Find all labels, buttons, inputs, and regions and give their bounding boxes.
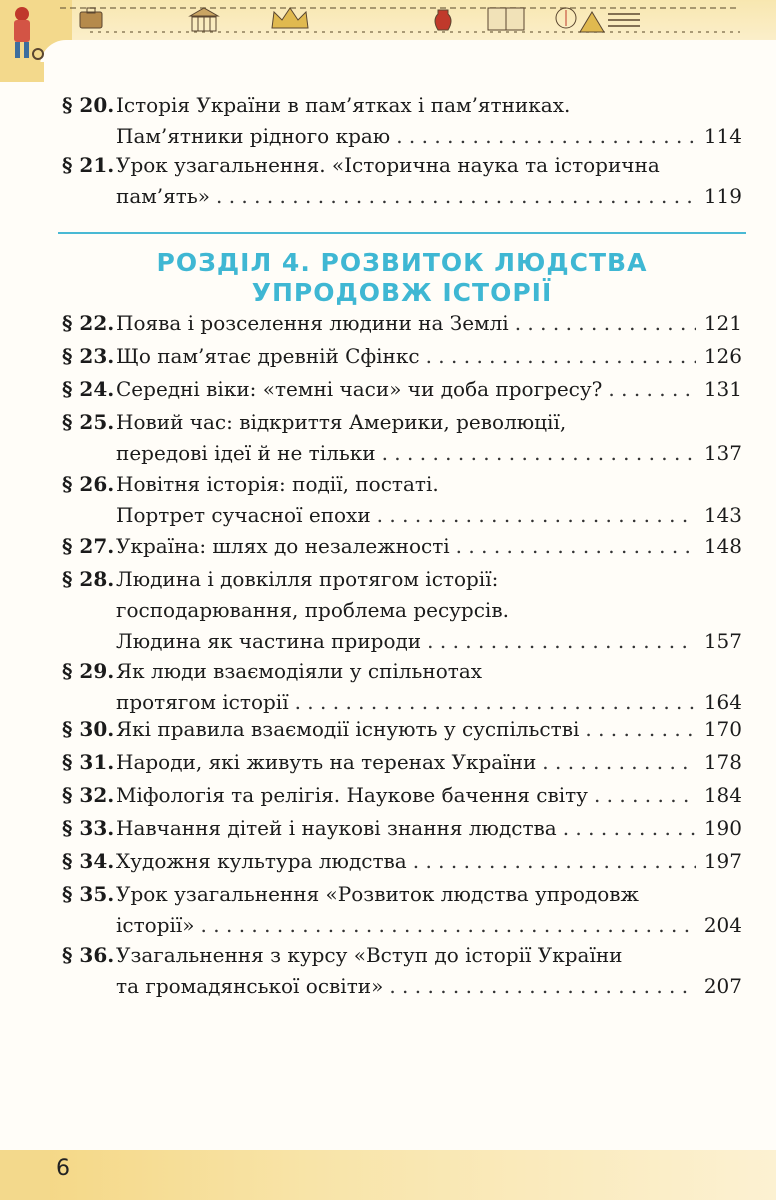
section-heading-line: УПРОДОВЖ ІСТОРІЇ xyxy=(251,278,553,307)
book-icon xyxy=(488,8,524,30)
entry-title-line: пам’ять» xyxy=(116,184,210,208)
toc-entry[interactable] xyxy=(62,469,742,531)
entry-title-line: Людина і довкілля протягом історії: xyxy=(116,567,499,591)
temple-icon xyxy=(190,8,218,31)
entry-number: § 30. xyxy=(62,717,115,741)
entry-page: 143 xyxy=(703,503,742,527)
leader-dots xyxy=(456,531,696,562)
entry-page: 137 xyxy=(703,441,742,465)
leader-dots xyxy=(389,971,696,1002)
section-divider xyxy=(58,232,746,234)
toc-entry[interactable] xyxy=(62,714,742,745)
leader-dots xyxy=(413,846,696,877)
suitcase-icon xyxy=(80,8,102,28)
toc-entry[interactable] xyxy=(62,846,742,877)
entry-title-line: Новітня історія: події, постаті. xyxy=(116,472,439,496)
toc-entry[interactable] xyxy=(62,564,742,657)
leader-dots xyxy=(201,910,696,941)
leader-dots xyxy=(585,714,696,745)
leader-dots xyxy=(426,341,696,372)
compass-icon xyxy=(556,8,604,32)
entry-title-line: Новий час: відкриття Америки, революції, xyxy=(116,410,567,434)
toc-entry[interactable] xyxy=(62,813,742,844)
toc-entry[interactable] xyxy=(62,407,742,469)
entry-page: 119 xyxy=(703,184,742,208)
entry-page: 184 xyxy=(703,783,742,807)
entry-page: 190 xyxy=(703,816,742,840)
entry-page: 197 xyxy=(703,849,742,873)
section-heading-line: РОЗДІЛ 4. РОЗВИТОК ЛЮДСТВА xyxy=(156,248,648,277)
leader-dots xyxy=(594,780,696,811)
entry-number: § 26. xyxy=(62,472,115,496)
entry-page: 204 xyxy=(703,913,742,937)
toc-entry[interactable] xyxy=(62,940,742,1002)
sidebar-strip xyxy=(0,62,44,82)
header-pattern xyxy=(0,0,776,62)
entry-page: 178 xyxy=(703,750,742,774)
entry-number: § 21. xyxy=(62,153,115,177)
explorer-figure-icon xyxy=(14,7,43,59)
vase-icon xyxy=(435,10,451,30)
leader-dots xyxy=(377,500,696,531)
entry-title-line: Народи, які живуть на теренах України xyxy=(116,750,537,774)
footer-tab xyxy=(0,1150,50,1200)
entry-number: § 28. xyxy=(62,567,115,591)
entry-page: 131 xyxy=(703,377,742,401)
entry-title-line: Урок узагальнення. «Історична наука та історична xyxy=(116,153,660,177)
entry-page: 157 xyxy=(703,629,742,653)
footer-bar xyxy=(0,1150,776,1200)
entry-number: § 25. xyxy=(62,410,115,434)
entry-title-line: Художня культура людства xyxy=(116,849,407,873)
entry-title-line: історії» xyxy=(116,913,195,937)
entry-number: § 36. xyxy=(62,943,115,967)
header-banner xyxy=(0,0,776,62)
toc-entry[interactable] xyxy=(62,150,742,212)
entry-title-line: Які правила взаємодії існують у суспільстві xyxy=(116,717,580,741)
leader-dots xyxy=(396,121,696,152)
leader-dots xyxy=(427,626,696,657)
leader-dots xyxy=(563,813,696,844)
entry-number: § 23. xyxy=(62,344,115,368)
toc-entry[interactable] xyxy=(62,341,742,372)
crown-icon xyxy=(272,8,308,28)
entry-page: 164 xyxy=(703,690,742,714)
entry-title-line: Поява і розселення людини на Землі xyxy=(116,311,509,335)
entry-number: § 33. xyxy=(62,816,115,840)
leader-dots xyxy=(515,308,696,339)
entry-title-line: Середні віки: «темні часи» чи доба прогресу? xyxy=(116,377,603,401)
toc-entry[interactable] xyxy=(62,747,742,778)
toc-entry[interactable] xyxy=(62,308,742,339)
entry-page: 148 xyxy=(703,534,742,558)
entry-title-line: Як люди взаємодіяли у спільнотах xyxy=(116,659,483,683)
toc-entry[interactable] xyxy=(62,531,742,562)
entry-title-line: Портрет сучасної епохи xyxy=(116,503,371,527)
entry-title-line: Людина як частина природи xyxy=(116,629,422,653)
entry-title-line: Узагальнення з курсу «Вступ до історії України xyxy=(116,943,623,967)
entry-number: § 22. xyxy=(62,311,115,335)
entry-number: § 31. xyxy=(62,750,115,774)
entry-title-line: Пам’ятники рідного краю xyxy=(116,124,391,148)
entry-title-line: Україна: шлях до незалежності xyxy=(116,534,450,558)
entry-title-line: Навчання дітей і наукові знання людства xyxy=(116,816,557,840)
entry-title-line: Урок узагальнення «Розвиток людства упродовж xyxy=(116,882,639,906)
entry-title-line: Історія України в пам’ятках і пам’ятниках. xyxy=(116,93,571,117)
entry-title-line: протягом історії xyxy=(116,690,289,714)
entry-number: § 32. xyxy=(62,783,115,807)
entry-page: 126 xyxy=(703,344,742,368)
toc-entry[interactable] xyxy=(62,656,742,718)
leader-dots xyxy=(216,181,696,212)
entry-number: § 20. xyxy=(62,93,115,117)
entry-number: § 27. xyxy=(62,534,115,558)
entry-title-line: господарювання, проблема ресурсів. xyxy=(116,598,509,622)
toc-entry[interactable] xyxy=(62,374,742,405)
entry-title-line: Що пам’ятає древній Сфінкс xyxy=(116,344,420,368)
leader-dots xyxy=(382,438,696,469)
entry-number: § 24. xyxy=(62,377,115,401)
entry-page: 121 xyxy=(703,311,742,335)
leader-dots xyxy=(542,747,696,778)
entry-page: 207 xyxy=(703,974,742,998)
entry-title-line: Міфологія та релігія. Наукове бачення світу xyxy=(116,783,588,807)
entry-title-line: та громадянської освіти» xyxy=(116,974,384,998)
entry-page: 170 xyxy=(703,717,742,741)
section-heading xyxy=(58,248,746,308)
entry-page: 114 xyxy=(703,124,742,148)
page-number: 6 xyxy=(56,1156,70,1181)
leader-dots xyxy=(608,374,696,405)
toc-entry[interactable] xyxy=(62,780,742,811)
entry-title-line: передові ідеї й не тільки xyxy=(116,441,376,465)
entry-number: § 34. xyxy=(62,849,115,873)
entry-number: § 35. xyxy=(62,882,115,906)
toc-entry[interactable] xyxy=(62,879,742,941)
entry-number: § 29. xyxy=(62,659,115,683)
toc-entry[interactable] xyxy=(62,90,742,152)
